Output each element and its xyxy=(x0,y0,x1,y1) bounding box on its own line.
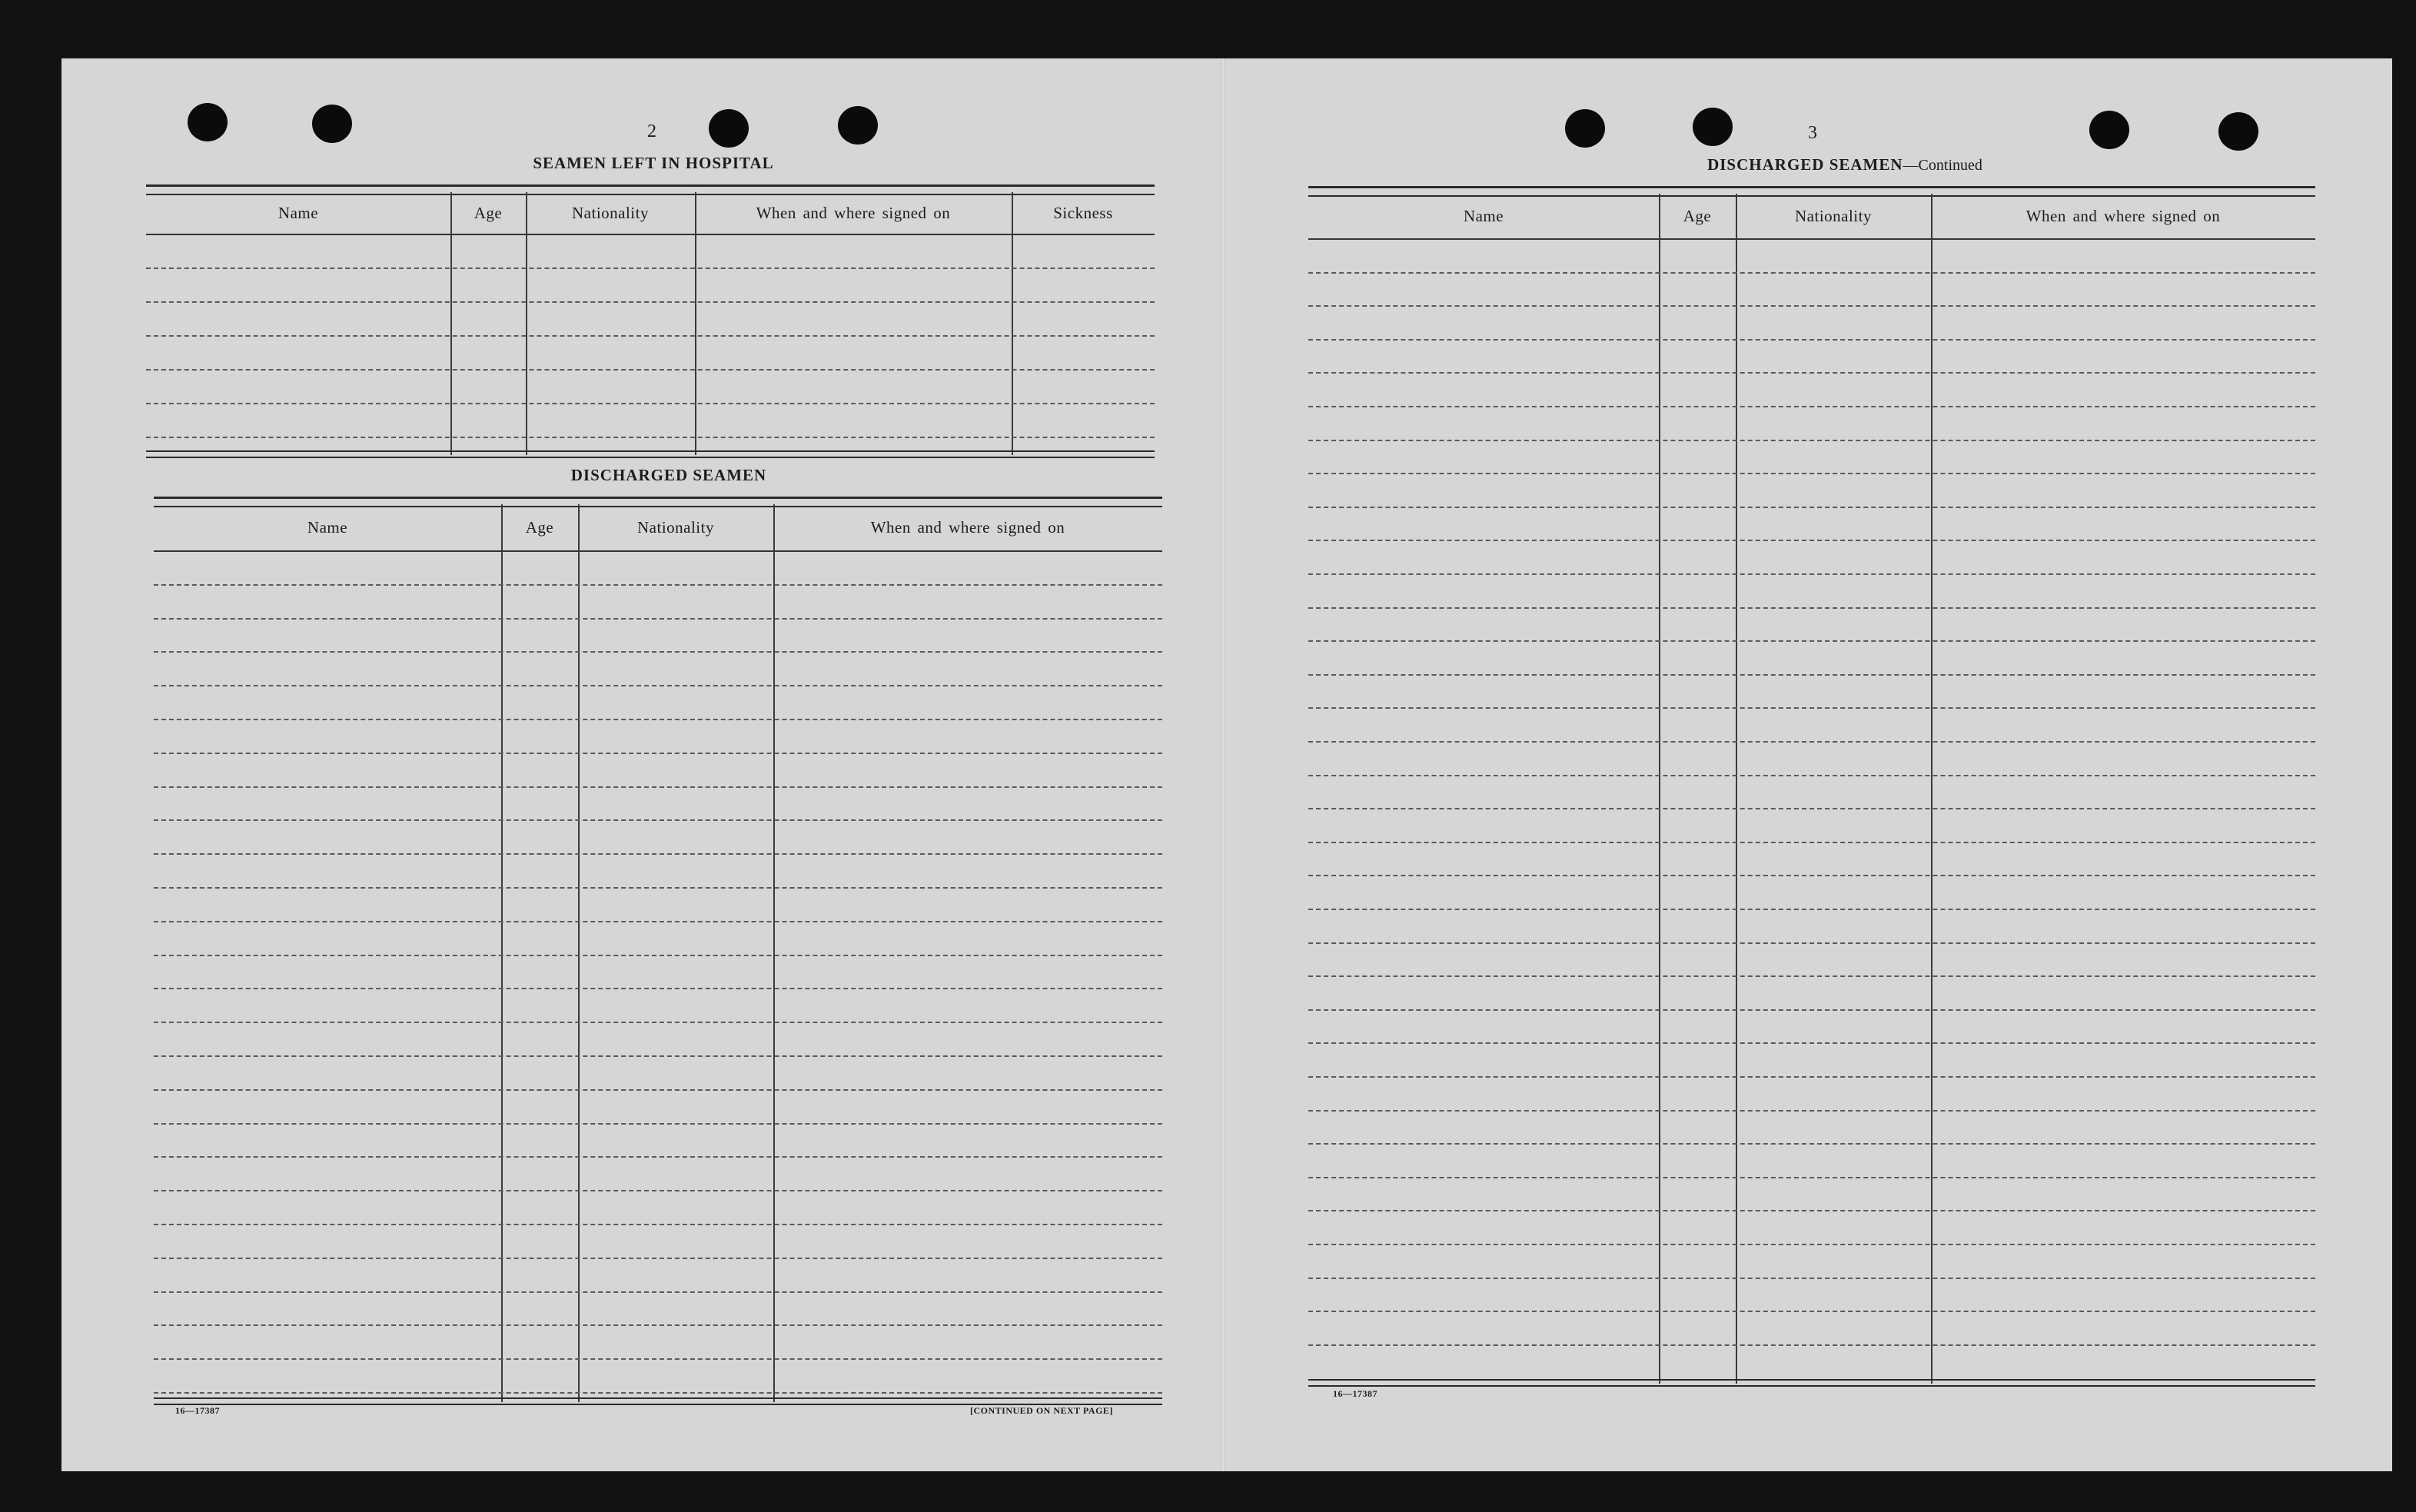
table-row xyxy=(1308,1344,2315,1346)
table-row xyxy=(154,753,1162,754)
table-row xyxy=(1308,1076,2315,1078)
column-header: Age xyxy=(474,203,503,222)
table-row xyxy=(154,1156,1162,1158)
table-row xyxy=(154,887,1162,889)
column-header: Sickness xyxy=(1053,203,1113,222)
table-row xyxy=(146,437,1155,438)
table-row xyxy=(146,403,1155,404)
table-row xyxy=(1308,775,2315,776)
table-row xyxy=(1308,540,2315,541)
table-row xyxy=(1308,975,2315,977)
table-row xyxy=(146,369,1155,371)
table-row xyxy=(1308,339,2315,341)
table-row xyxy=(1308,1143,2315,1145)
table-row xyxy=(1308,1042,2315,1044)
column-header: Nationality xyxy=(637,517,714,537)
punch-hole xyxy=(1565,109,1605,148)
punch-hole xyxy=(2218,112,2258,151)
table-row xyxy=(154,819,1162,821)
table-header xyxy=(154,504,1162,552)
table-row xyxy=(154,853,1162,855)
table-row xyxy=(1308,1278,2315,1279)
table-row xyxy=(154,1291,1162,1293)
column-header: Name xyxy=(277,203,319,222)
table-row xyxy=(1308,440,2315,441)
page-number-right: 3 xyxy=(1808,123,1817,143)
column-divider xyxy=(450,192,452,455)
table-row xyxy=(1308,406,2315,407)
table-row xyxy=(154,1055,1162,1057)
table-row xyxy=(1308,507,2315,508)
table-row xyxy=(154,1022,1162,1023)
table-row xyxy=(154,719,1162,720)
column-divider xyxy=(1012,192,1013,455)
table-bottom-rule xyxy=(1308,1379,2315,1387)
table-row xyxy=(1308,1110,2315,1112)
table-row xyxy=(1308,942,2315,944)
table-row xyxy=(154,1324,1162,1326)
table-row xyxy=(154,584,1162,586)
table-row xyxy=(1308,573,2315,575)
table-row xyxy=(1308,1311,2315,1312)
form-number-right: 16—17387 xyxy=(1333,1388,1377,1399)
form-number-left: 16—17387 xyxy=(175,1405,220,1416)
table-row xyxy=(1308,808,2315,809)
column-header: When and where signed on xyxy=(2026,206,2221,225)
table-row xyxy=(1308,272,2315,274)
page-fold xyxy=(1221,58,1225,1471)
discharged-section-title: DISCHARGED SEAMEN xyxy=(570,466,767,484)
table-row xyxy=(154,1089,1162,1091)
table-row xyxy=(1308,473,2315,474)
column-header: Age xyxy=(525,517,554,537)
table-row xyxy=(1308,1210,2315,1211)
table-row xyxy=(1308,305,2315,307)
column-header: Nationality xyxy=(1795,206,1872,225)
column-header: Name xyxy=(307,517,348,537)
table-row xyxy=(1308,372,2315,374)
column-divider xyxy=(578,504,580,1402)
table-row xyxy=(1308,674,2315,676)
table-row xyxy=(154,1392,1162,1394)
table-row xyxy=(146,268,1155,269)
column-divider xyxy=(695,192,696,455)
column-header: Nationality xyxy=(572,203,649,222)
column-header: Age xyxy=(1683,206,1712,225)
table-row xyxy=(154,955,1162,956)
table-row xyxy=(154,786,1162,788)
table-row xyxy=(154,618,1162,620)
continued-note: [CONTINUED ON NEXT PAGE] xyxy=(970,1405,1113,1416)
discharged-continued-title xyxy=(1614,155,2075,174)
table-row xyxy=(154,921,1162,922)
hospital-table xyxy=(146,184,1155,455)
punch-hole xyxy=(312,105,352,143)
table-row xyxy=(146,301,1155,303)
table-row xyxy=(1308,1009,2315,1011)
column-header: When and where signed on xyxy=(870,517,1065,537)
column-divider xyxy=(501,504,503,1402)
continued-suffix: —Continued xyxy=(1903,157,1982,174)
table-row xyxy=(154,1190,1162,1191)
hospital-section-title: SEAMEN LEFT IN HOSPITAL xyxy=(533,154,774,172)
discharged-continued-table xyxy=(1308,186,2315,1384)
page-number-left: 2 xyxy=(647,121,656,141)
table-bottom-rule xyxy=(154,1397,1162,1405)
punch-hole xyxy=(709,109,749,148)
table-row xyxy=(146,335,1155,337)
column-header: When and where signed on xyxy=(756,203,951,222)
punch-hole xyxy=(2089,111,2129,149)
discharged-continued-title-main: DISCHARGED SEAMEN xyxy=(1707,155,1903,174)
table-row xyxy=(154,1123,1162,1125)
table-row xyxy=(154,988,1162,989)
table-row xyxy=(1308,875,2315,876)
table-header xyxy=(146,192,1155,235)
column-divider xyxy=(773,504,775,1402)
table-row xyxy=(1308,707,2315,709)
table-row xyxy=(1308,1244,2315,1245)
punch-hole xyxy=(838,106,878,145)
punch-hole xyxy=(188,103,228,141)
table-row xyxy=(154,685,1162,686)
table-row xyxy=(154,1224,1162,1225)
table-row xyxy=(1308,741,2315,743)
table-row xyxy=(1308,909,2315,910)
table-row xyxy=(154,651,1162,653)
table-row xyxy=(154,1358,1162,1360)
table-row xyxy=(1308,842,2315,843)
table-row xyxy=(1308,607,2315,609)
table-row xyxy=(154,1258,1162,1259)
table-row xyxy=(1308,1177,2315,1178)
table-header xyxy=(1308,194,2315,240)
table-row xyxy=(1308,640,2315,642)
column-divider xyxy=(526,192,527,455)
punch-hole xyxy=(1693,108,1733,146)
table-bottom-rule xyxy=(146,450,1155,458)
column-header: Name xyxy=(1463,206,1504,225)
discharged-table xyxy=(154,497,1162,1402)
